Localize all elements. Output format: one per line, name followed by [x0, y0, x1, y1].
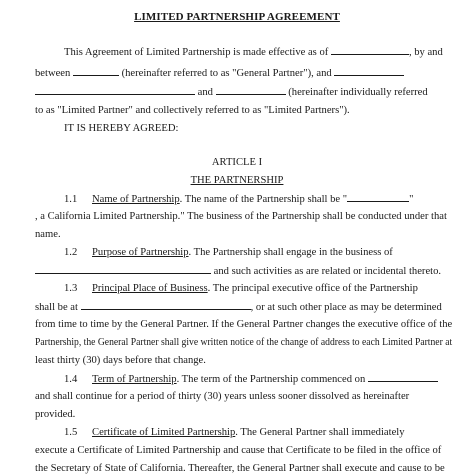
section-1-3-line-5: least thirty (30) days before that change.: [35, 355, 206, 366]
section-1-3-heading: Principal Place of Business: [92, 283, 208, 294]
partnership-name-blank: [347, 192, 409, 202]
section-1-5-line-2: execute a Certificate of Limited Partnership and cause that Certificate to be filed in the office of: [35, 445, 442, 456]
section-1-2-text-2: and such activities as are related or incidental thereto.: [213, 266, 442, 277]
commencement-date-blank: [368, 372, 438, 382]
section-1-4-line-2: and shall continue for a period of thirty (30) years unless sooner dissolved as hereinafter: [35, 391, 410, 402]
section-1-3-text-1: . The principal executive office of the Partnership: [207, 283, 418, 294]
intro-line-2: [35, 66, 404, 80]
intro-line-4: to as "Limited Partner" and collectively referred to as "Limited Partners").: [35, 105, 350, 116]
section-1-4-text-1: . The term of the Partnership commenced on: [176, 374, 366, 385]
section-1-1-line-1: [64, 192, 413, 206]
intro-text-1b: , by and: [408, 47, 443, 58]
limited-partner-name-blank-3: [216, 85, 286, 95]
section-1-3-line-4: Partnership, the General Partner shall give written notice of the change of address to each Limited Partner at: [35, 337, 453, 348]
section-1-3-text-2a: shall be at: [35, 302, 78, 313]
section-1-5-text-1: . The General Partner shall immediately: [235, 427, 405, 438]
section-1-5-number: 1.5: [64, 427, 78, 438]
general-partner-name-blank: [73, 66, 119, 76]
section-1-1-text-1b: ": [409, 194, 414, 205]
intro-text-2b: (hereinafter referred to as "General Partner"), and: [121, 68, 332, 79]
article-subheading-text: THE PARTNERSHIP: [190, 175, 284, 186]
section-1-3-text-2b: , or at such other place as may be determined: [250, 302, 442, 313]
section-1-2-number: 1.2: [64, 247, 78, 258]
effective-date-blank: [331, 45, 409, 55]
intro-text-3a: and: [197, 87, 213, 98]
article-subheading: [0, 174, 474, 188]
intro-text-3b: (hereinafter individually referred: [288, 87, 428, 98]
document-title-text: LIMITED PARTNERSHIP AGREEMENT: [134, 11, 340, 23]
section-1-3-line-3: from time to time by the General Partner. If the General Partner changes the executive office of the: [35, 319, 453, 330]
section-1-3-number: 1.3: [64, 283, 78, 294]
section-1-2-line-2: [35, 264, 441, 278]
section-1-2-heading: Purpose of Partnership: [92, 247, 189, 258]
section-1-2-text-1: . The Partnership shall engage in the business of: [188, 247, 393, 258]
section-1-1-line-2: , a California Limited Partnership." The business of the Partnership shall be conducted under that: [35, 211, 447, 222]
limited-partner-name-blank-1: [334, 66, 404, 76]
article-heading: ARTICLE I: [211, 157, 263, 168]
section-1-4-line-1: [64, 372, 438, 386]
section-1-4-line-3: provided.: [35, 409, 76, 420]
section-1-1-line-3: name.: [35, 229, 61, 240]
intro-line-5: IT IS HEREBY AGREED:: [64, 123, 179, 134]
document-title: [0, 11, 474, 25]
principal-office-address-blank: [81, 300, 251, 310]
section-1-1-heading: Name of Partnership: [92, 194, 180, 205]
section-1-5-heading: Certificate of Limited Partnership: [92, 427, 236, 438]
intro-line-1: [64, 45, 443, 59]
section-1-5-line-3: the Secretary of State of California. Thereafter, the General Partner shall execute and cause to be: [35, 463, 445, 474]
intro-text-2a: between: [35, 68, 71, 79]
section-1-4-heading: Term of Partnership: [92, 374, 177, 385]
section-1-2-line-1: [64, 246, 393, 260]
section-1-5-line-1: [64, 426, 405, 440]
section-1-3-line-2: [35, 300, 442, 314]
intro-line-3: [35, 85, 428, 99]
limited-partner-name-blank-2: [35, 85, 195, 95]
section-1-4-number: 1.4: [64, 374, 78, 385]
section-1-1-text-1a: . The name of the Partnership shall be ": [179, 194, 348, 205]
section-1-1-number: 1.1: [64, 194, 78, 205]
intro-text-1a: This Agreement of Limited Partnership is made effective as of: [64, 47, 329, 58]
section-1-3-line-1: [64, 282, 418, 296]
business-purpose-blank: [35, 264, 211, 274]
